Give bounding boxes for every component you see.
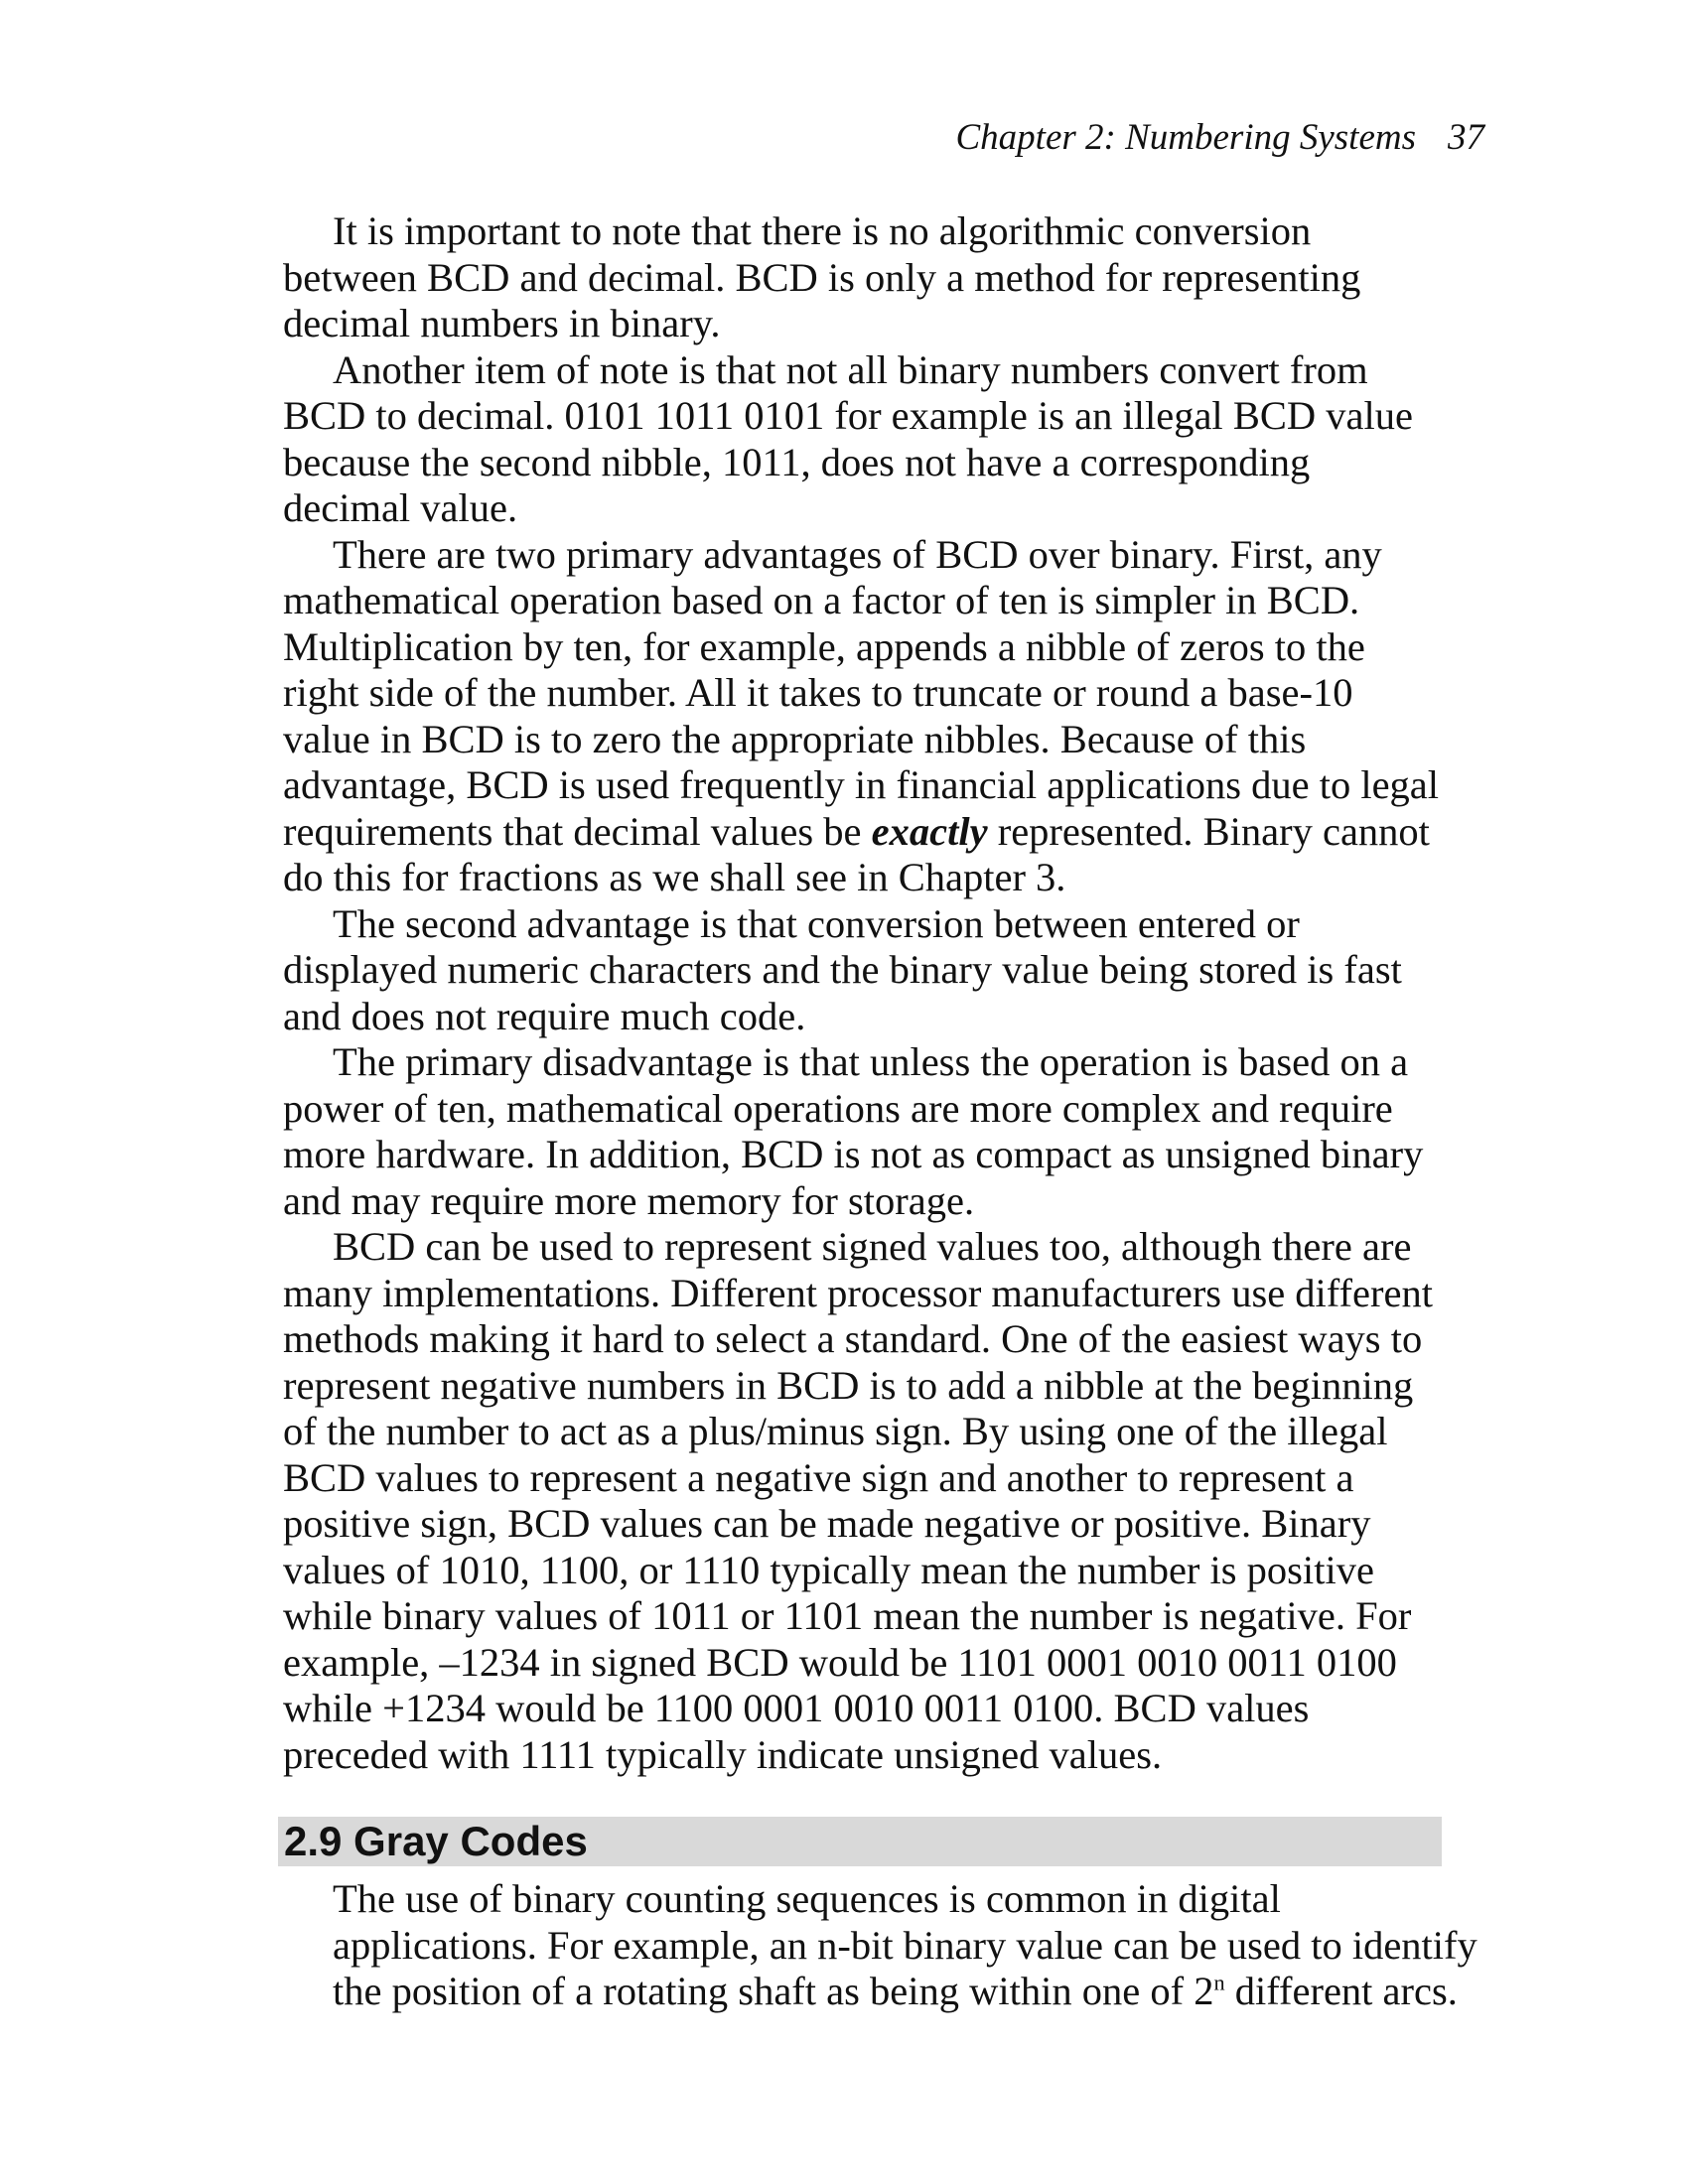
running-header (283, 119, 1484, 156)
text-line: represent negative numbers in BCD is to add a nibble at the beginning (283, 1362, 1414, 1408)
text-line: The primary disadvantage is that unless the operation is based on a (333, 1039, 1409, 1084)
text-line: right side of the number. All it takes to truncate or round a base-10 (283, 670, 1353, 715)
text-line: BCD values to represent a negative sign and another to represent a (283, 1454, 1354, 1500)
text-segment: different arcs. (1224, 1969, 1458, 2013)
text-line: displayed numeric characters and the binary value being stored is fast (283, 947, 1402, 992)
text-line: example, –1234 in signed BCD would be 1101 0001 0010 0011 0100 (283, 1639, 1397, 1685)
text-line: do this for fractions as we shall see in Chapter 3. (283, 855, 1066, 899)
text-line: of the number to act as a plus/minus sign. By using one of the illegal (283, 1409, 1388, 1453)
text-line: Another item of note is that not all binary numbers convert from (333, 346, 1368, 392)
text-line: methods making it hard to select a standard. One of the easiest ways to (283, 1316, 1423, 1361)
section-heading: 2.9 Gray Codes (278, 1817, 1442, 1866)
page-number: 37 (1448, 117, 1484, 158)
text-line: BCD can be used to represent signed values too, although there are (333, 1224, 1412, 1269)
text-line: while binary values of 1011 or 1101 mean the number is negative. For (283, 1593, 1412, 1638)
text-line: because the second nibble, 1011, does not have a corresponding (283, 439, 1311, 484)
text-line: Multiplication by ten, for example, appends a nibble of zeros to the (283, 623, 1365, 669)
body-text (283, 208, 1455, 1778)
text-line: many implementations. Different processor manufacturers use different (283, 1270, 1433, 1315)
superscript-exponent: n (1213, 1970, 1225, 1995)
section-paragraph (283, 1876, 1477, 2015)
text-line: There are two primary advantages of BCD over binary. First, any (333, 531, 1382, 577)
text-line: between BCD and decimal. BCD is only a method for representing (283, 254, 1361, 300)
text-line: and does not require much code. (283, 993, 806, 1038)
text-line: The use of binary counting sequences is common in digital (333, 1876, 1281, 1921)
text-line: BCD to decimal. 0101 1011 0101 for example is an illegal BCD value (283, 393, 1413, 438)
text-line: preceded with 1111 typically indicate unsigned values. (283, 1731, 1163, 1777)
text-line-with-superscript (283, 1969, 1458, 2015)
text-line: decimal numbers in binary. (283, 301, 721, 345)
text-line: It is important to note that there is no algorithmic conversion (333, 208, 1312, 253)
text-line: values of 1010, 1100, or 1110 typically mean the number is positive (283, 1547, 1374, 1592)
paragraph-6 (283, 1224, 1455, 1778)
text-line: more hardware. In addition, BCD is not as compact as unsigned binary (283, 1132, 1424, 1176)
text-segment: requirements that decimal values be (283, 808, 872, 854)
text-line: decimal value. (283, 485, 518, 530)
text-segment: the position of a rotating shaft as being within one of 2 (333, 1969, 1214, 2013)
paragraph-1 (283, 208, 1455, 347)
text-line: advantage, BCD is used frequently in financial applications due to legal (283, 762, 1440, 807)
text-line: positive sign, BCD values can be made negative or positive. Binary (283, 1501, 1371, 1546)
text-segment: represented. Binary cannot (987, 808, 1430, 854)
text-line: The second advantage is that conversion between entered or (333, 900, 1300, 946)
text-line: while +1234 would be 1100 0001 0010 0011 0100. BCD values (283, 1686, 1310, 1730)
paragraph-3 (283, 532, 1455, 901)
paragraph-5 (283, 1039, 1455, 1224)
section-body-text (283, 1876, 1477, 2015)
text-line-with-emphasis (283, 809, 1455, 856)
text-line: and may require more memory for storage. (283, 1177, 975, 1223)
paragraph-4 (283, 901, 1455, 1040)
chapter-title: Chapter 2: Numbering Systems (955, 117, 1416, 158)
text-line: power of ten, mathematical operations are more complex and require (283, 1085, 1393, 1131)
text-line: mathematical operation based on a factor of ten is simpler in BCD. (283, 578, 1360, 622)
text-line: value in BCD is to zero the appropriate nibbles. Because of this (283, 716, 1307, 761)
text-line: applications. For example, an n-bit binary value can be used to identify (333, 1922, 1477, 1968)
emphasized-word: exactly (871, 808, 988, 854)
paragraph-2 (283, 347, 1455, 532)
